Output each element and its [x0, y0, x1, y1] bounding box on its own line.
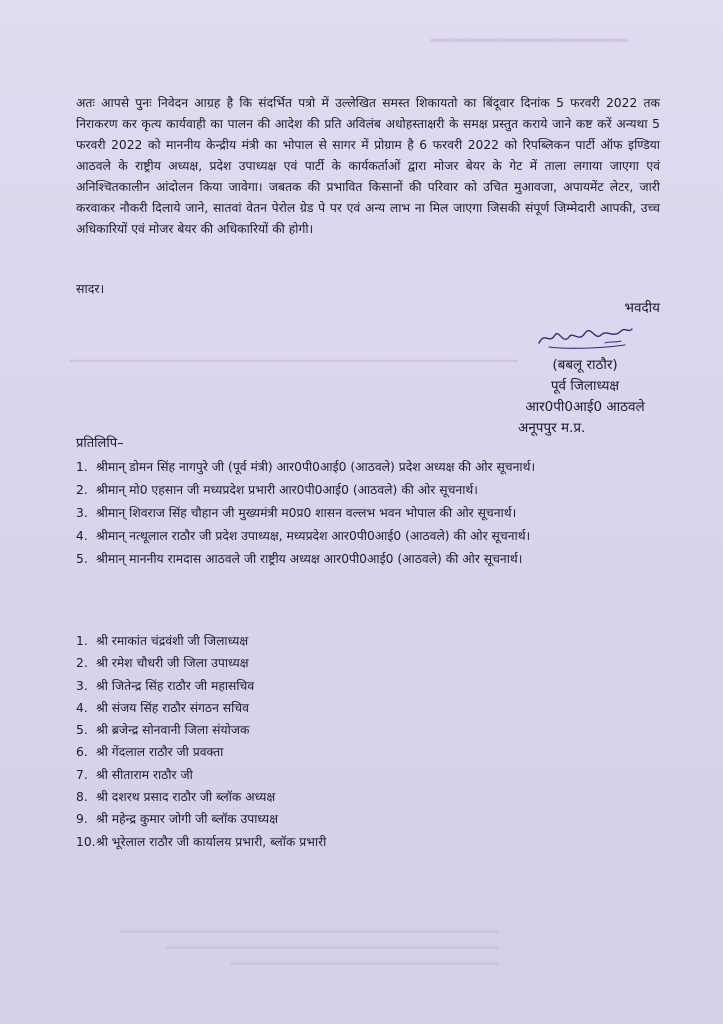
signatory-place: अनूपपुर म.प्र. — [518, 420, 586, 436]
list-item — [76, 741, 326, 763]
list-item — [76, 719, 326, 741]
copy-to-heading: प्रतिलिपि– — [76, 436, 124, 451]
list-item-text: श्री ब्रजेन्द्र सोनवानी जिला संयोजक — [96, 723, 250, 738]
list-item — [76, 527, 666, 546]
list-item-number: 1. — [76, 460, 88, 474]
list-item-number: 1. — [76, 634, 88, 648]
members-list — [76, 630, 326, 853]
list-item-text: श्री दशरथ प्रसाद राठौर जी ब्लॉक अध्यक्ष — [96, 790, 276, 805]
handwritten-signature — [500, 319, 670, 355]
list-item-text: श्री संजय सिंह राठौर संगठन सचिव — [96, 700, 249, 715]
list-item-text: श्री गेंदलाल राठौर जी प्रवक्ता — [96, 745, 224, 760]
list-item-number: 6. — [76, 745, 88, 760]
list-item-text: श्री जितेन्द्र सिंह राठौर जी महासचिव — [96, 678, 255, 693]
signatory-name: (बबलू राठौर) — [552, 357, 618, 373]
signatory-designation: पूर्व जिलाध्यक्ष — [550, 378, 620, 394]
list-item-number: 5. — [76, 552, 88, 566]
reverse-side-bleed-through: ▔▔▔▔▔▔▔▔▔▔▔▔▔▔▔▔▔▔▔▔▔▔▔▔▔▔▔▔▔▔▔▔▔▔▔▔▔▔▔▔▔ ▔▔▔▔▔▔▔▔▔▔▔▔▔▔▔▔▔▔▔▔▔▔▔▔▔▔▔▔▔▔▔▔▔▔▔▔ ▔▔▔▔▔▔▔▔▔▔▔▔▔▔▔▔▔▔▔▔▔▔▔▔▔▔▔▔▔ — [120, 931, 499, 977]
list-item-text: श्रीमान् नत्थूलाल राठौर जी प्रदेश उपाध्यक्ष, मध्यप्रदेश आर0पी0आई0 (आठवले) की ओर सूचनार्थ। — [96, 529, 531, 543]
list-item-text: श्री महेन्द्र कुमार जोगी जी ब्लॉक उपाध्यक्ष — [96, 812, 279, 827]
list-item-number: 8. — [76, 790, 88, 805]
list-item — [76, 652, 326, 674]
list-item — [76, 550, 666, 569]
list-item — [76, 458, 666, 477]
copy-to-list — [76, 458, 666, 573]
reverse-side-bleed-through: ▔▔▔▔▔▔▔▔▔▔▔▔▔▔▔▔▔▔▔▔▔▔▔▔▔▔▔▔▔▔▔▔▔▔▔▔▔▔▔▔▔▔▔▔▔▔▔▔▔▔▔▔▔ — [70, 360, 519, 373]
list-item-number: 2. — [76, 656, 88, 671]
list-item-number: 2. — [76, 483, 88, 497]
list-item-text: श्रीमान् डोमन सिंह नागपुरे जी (पूर्व मंत्री) आर0पी0आई0 (आठवले) प्रदेश अध्यक्ष की ओर सूचनार्थ। — [96, 460, 536, 474]
list-item — [76, 481, 666, 500]
list-item-number: 5. — [76, 723, 88, 738]
letter-body-paragraph: अतः आपसे पुनः निवेदन आग्रह है कि संदर्भित पत्रो में उल्लेखित समस्त शिकायतो का बिंदूवार दिनांक 5 फरवरी 2022 तक निराकरण कर कृत्य कार्यवाही का पालन की आदेश की प्रति अविलंब अधोहस्ताक्षरी के समक्ष प्रस्तुत कराये जाने कष्ट करें अन्यथा 5 फरवरी 2022 को माननीय केन्द्रीय मंत्री का भोपाल से सागर में प्रोग्राम है 6 फरवरी 2022 को रिपब्लिकन पार्टी ऑफ इण्डिया आठवले के राष्ट्रीय अध्यक्ष, प्रदेश उपाध्यक्ष एवं पार्टी के कार्यकर्ताओं द्वारा मोजर बेयर के गेट में ताला लगाया जाएगा एवं अनिश्चितकालीन आंदोलन किया जावेगा। जबतक की प्रभावित किसानों की परिवार को उचित मुआवजा, अपायमेंट लेटर, जारी करवाकर नौकरी दिलाये जाने, सातवां वेतन पेरोल ग्रेड पे पर एवं अन्य लाभ ना मिल जाएगा जिसकी संपूर्ण जिम्मेदारी आपकी, उच्च अधिकारियों एवं मोजर बेयर की अधिकारियों की होगी। — [76, 96, 660, 236]
list-item-text: श्री रमाकांत चंद्रवंशी जी जिलाध्यक्ष — [96, 634, 249, 648]
list-item-text: श्री भूरेलाल राठौर जी कार्यालय प्रभारी, ब्लॉक प्रभारी — [96, 834, 327, 849]
reverse-side-bleed-through: ▔▔▔▔▔▔▔▔▔▔▔ — [430, 40, 628, 65]
list-item — [76, 831, 326, 853]
list-item-number: 4. — [76, 529, 88, 543]
list-item — [76, 764, 326, 786]
list-item — [76, 504, 666, 523]
list-item — [76, 697, 326, 719]
signature-scrawl-icon — [535, 319, 635, 353]
list-item-number: 4. — [76, 700, 88, 715]
regards-text: भवदीय — [624, 300, 660, 316]
list-item — [76, 675, 326, 697]
list-item — [76, 808, 326, 830]
list-item-number: 7. — [76, 767, 88, 782]
list-item-text: श्री रमेश चौधरी जी जिला उपाध्यक्ष — [96, 656, 249, 671]
signatory-party: आर0पी0आई0 आठवले — [525, 399, 645, 415]
list-item — [76, 786, 326, 808]
list-item-number: 10. — [76, 834, 96, 849]
list-item-number: 3. — [76, 678, 88, 693]
list-item-number: 3. — [76, 506, 88, 520]
list-item-text: श्रीमान् शिवराज सिंह चौहान जी मुख्यमंत्री म0प्र0 शासन वल्लभ भवन भोपाल की ओर सूचनार्थ। — [96, 506, 517, 520]
list-item-text: श्रीमान् माननीय रामदास आठवले जी राष्ट्रीय अध्यक्ष आर0पी0आई0 (आठवले) की ओर सूचनार्थ। — [96, 552, 523, 566]
signature-block — [500, 298, 670, 439]
list-item-text: श्रीमान् मो0 एहसान जी मध्यप्रदेश प्रभारी आर0पी0आई0 (आठवले) की ओर सूचनार्थ। — [96, 483, 478, 497]
closing-salutation: सादर। — [76, 281, 105, 296]
list-item-number: 9. — [76, 812, 88, 827]
list-item — [76, 630, 326, 652]
list-item-text: श्री सीताराम राठौर जी — [96, 767, 193, 782]
